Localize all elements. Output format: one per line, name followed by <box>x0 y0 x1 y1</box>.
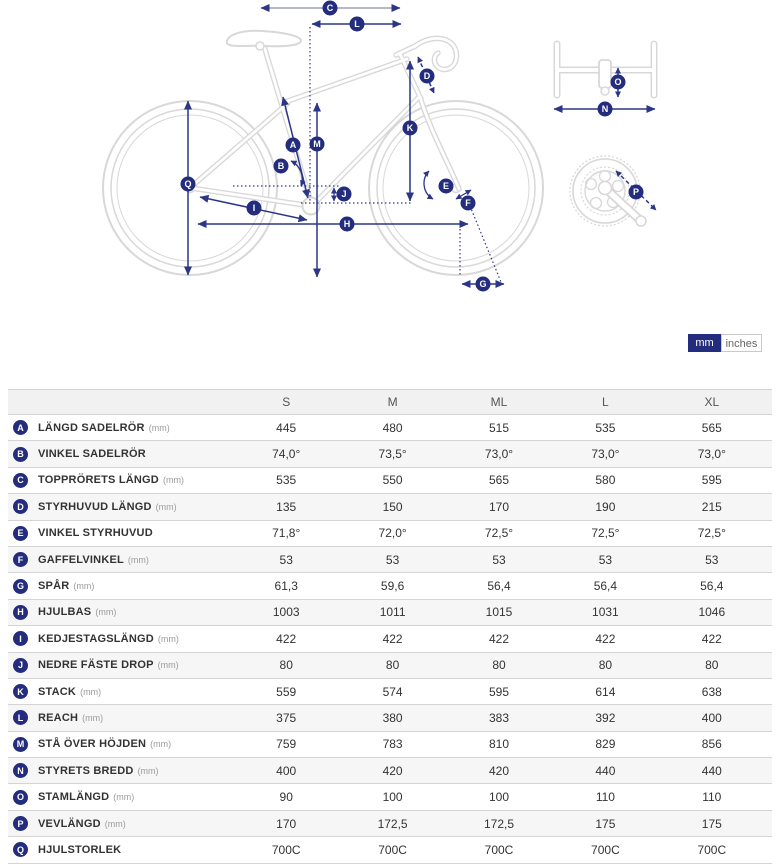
geometry-value: 72,5° <box>697 526 726 541</box>
row-label-cell <box>8 737 240 752</box>
diagram-badge-b <box>274 159 289 174</box>
row-label-cell <box>8 447 240 462</box>
diagram-badge-q <box>181 177 196 192</box>
row-badge: P <box>13 816 28 831</box>
row-label: REACH <box>38 711 79 724</box>
row-badge: G <box>13 579 28 594</box>
svg-text:N: N <box>601 104 609 115</box>
geometry-value: 110 <box>702 790 722 805</box>
geometry-value: 56,4 <box>700 579 724 594</box>
geometry-value: 61,3 <box>274 579 298 594</box>
geometry-value: 565 <box>488 473 509 488</box>
geometry-value: 700C <box>378 842 407 857</box>
geometry-value: 422 <box>276 631 297 646</box>
geometry-value: 71,8° <box>272 526 301 541</box>
geometry-value: 422 <box>488 631 509 646</box>
row-label-cell <box>8 710 240 725</box>
row-label: STYRETS BREDD <box>38 764 134 777</box>
mm-toggle-button[interactable]: mm <box>688 334 721 352</box>
geometry-value: 72,0° <box>378 526 407 541</box>
geometry-value: 422 <box>382 631 403 646</box>
row-label-cell <box>8 579 240 594</box>
geometry-value: 172,5 <box>377 816 408 831</box>
row-badge: E <box>13 526 28 541</box>
geometry-value: 80 <box>705 658 719 673</box>
row-label: STÅ ÖVER HÖJDEN <box>38 738 147 751</box>
diagram-badge-h <box>340 217 355 232</box>
saddle-clamp <box>256 42 264 50</box>
geometry-value: 110 <box>595 790 615 805</box>
row-label: SPÅR <box>38 580 70 593</box>
geometry-value: 59,6 <box>380 579 405 594</box>
geometry-value: 74,0° <box>272 447 301 462</box>
geometry-value: 73,0° <box>697 447 726 462</box>
geometry-value: 400 <box>276 763 297 778</box>
geometry-value: 72,5° <box>591 526 620 541</box>
svg-text:P: P <box>632 187 640 198</box>
svg-text:B: B <box>277 161 285 172</box>
row-badge: D <box>13 499 28 514</box>
row-unit: (mm) <box>137 765 159 776</box>
row-badge: N <box>13 763 28 778</box>
row-unit: (mm) <box>73 581 95 592</box>
diagram-badge-e <box>439 179 454 194</box>
row-unit: (mm) <box>127 554 149 565</box>
row-badge: I <box>13 631 28 646</box>
svg-text:H: H <box>343 219 351 230</box>
geometry-value: 580 <box>595 473 616 488</box>
column-header-m: M <box>387 395 398 409</box>
geometry-value: 783 <box>382 737 403 752</box>
table-row-i <box>8 625 772 651</box>
geometry-value: 515 <box>488 420 509 435</box>
svg-text:D: D <box>423 71 431 82</box>
diagram-badge-l <box>350 17 365 32</box>
row-badge: K <box>13 684 28 699</box>
row-label: HJULBAS <box>38 606 92 619</box>
geometry-value: 100 <box>488 790 509 805</box>
geometry-value: 1015 <box>485 605 513 620</box>
diagram-badge-j <box>337 187 352 202</box>
svg-text:L: L <box>354 19 360 30</box>
diagram-badge-c <box>323 1 338 16</box>
table-row-c <box>8 467 772 493</box>
geometry-value: 375 <box>276 710 297 725</box>
diagram-badge-n <box>598 102 613 117</box>
column-header-s: S <box>282 395 291 409</box>
row-unit: (mm) <box>148 422 170 433</box>
row-unit: (mm) <box>157 660 179 671</box>
handlebar-top-drawing <box>557 44 654 95</box>
table-row-a <box>8 414 772 440</box>
geometry-value: 700C <box>484 842 514 857</box>
geometry-value: 829 <box>595 737 616 752</box>
geometry-value: 574 <box>382 684 403 699</box>
row-label-cell <box>8 420 240 435</box>
row-label: KEDJESTAGSLÄNGD <box>38 632 154 645</box>
table-row-h <box>8 599 772 625</box>
geometry-value: 420 <box>382 763 403 778</box>
diagram-badge-o <box>611 75 626 90</box>
table-row-d <box>8 493 772 519</box>
row-label-cell <box>8 499 240 514</box>
row-label: NEDRE FÄSTE DROP <box>38 659 154 672</box>
svg-text:Q: Q <box>184 179 192 190</box>
unit-toggle <box>688 334 762 352</box>
row-label: STAMLÄNGD <box>38 791 110 804</box>
geometry-value: 480 <box>382 420 403 435</box>
diagram-badge-a <box>286 138 301 153</box>
geometry-value: 175 <box>595 816 616 831</box>
geometry-value: 550 <box>382 473 403 488</box>
geometry-value: 80 <box>492 658 506 673</box>
row-label: VEVLÄNGD <box>38 817 101 830</box>
geometry-value: 383 <box>488 710 509 725</box>
table-row-j <box>8 652 772 678</box>
row-badge: A <box>13 420 28 435</box>
diagram-badge-k <box>403 121 418 136</box>
svg-text:A: A <box>289 140 297 151</box>
column-header-l: L <box>602 395 609 409</box>
geometry-value: 595 <box>488 684 509 699</box>
geometry-value: 215 <box>701 499 722 514</box>
geometry-value: 172,5 <box>483 816 514 831</box>
geometry-value: 90 <box>279 790 293 805</box>
svg-text:O: O <box>614 77 622 88</box>
geometry-value: 1011 <box>379 605 406 620</box>
svg-text:J: J <box>341 189 347 200</box>
measure-e-arc <box>424 171 433 199</box>
geometry-value: 422 <box>701 631 722 646</box>
geometry-value: 190 <box>595 499 616 514</box>
geometry-value: 700C <box>271 842 301 857</box>
geometry-value: 1031 <box>592 605 619 620</box>
row-unit: (mm) <box>150 739 172 750</box>
geometry-value: 73,0° <box>591 447 620 462</box>
geometry-value: 170 <box>276 816 297 831</box>
svg-text:G: G <box>479 279 487 290</box>
geometry-value: 380 <box>382 710 403 725</box>
geometry-value: 1003 <box>272 605 300 620</box>
row-badge: M <box>13 737 28 752</box>
row-label: STACK <box>38 685 77 698</box>
row-label: VINKEL SADELRÖR <box>38 448 146 461</box>
geometry-value: 535 <box>276 473 297 488</box>
geometry-table <box>8 389 772 864</box>
geometry-value: 638 <box>701 684 722 699</box>
row-badge: L <box>13 710 28 725</box>
table-row-f <box>8 546 772 572</box>
geometry-value: 700C <box>591 842 620 857</box>
svg-text:F: F <box>465 198 471 209</box>
geometry-value: 440 <box>595 763 616 778</box>
row-label-cell <box>8 473 240 488</box>
table-row-l <box>8 704 772 730</box>
stem-clamp <box>599 60 611 88</box>
geometry-value: 1046 <box>698 605 726 620</box>
geometry-value: 100 <box>382 790 403 805</box>
row-label-cell <box>8 552 240 567</box>
geometry-value: 73,0° <box>484 447 514 462</box>
geometry-value: 700C <box>697 842 727 857</box>
svg-text:C: C <box>326 3 334 14</box>
geometry-value: 53 <box>279 552 293 567</box>
table-row-b <box>8 440 772 466</box>
row-label: TOPPRÖRETS LÄNGD <box>38 474 159 487</box>
geometry-value: 422 <box>595 631 616 646</box>
geometry-value: 80 <box>598 658 613 673</box>
bike-side-drawing <box>103 31 543 275</box>
svg-text:K: K <box>406 123 414 134</box>
table-row-g <box>8 572 772 598</box>
row-label: LÄNGD SADELRÖR <box>38 421 145 434</box>
row-badge: C <box>13 473 28 488</box>
geometry-value: 175 <box>701 816 722 831</box>
geometry-value: 614 <box>595 684 616 699</box>
geometry-value: 445 <box>276 420 297 435</box>
row-badge: O <box>13 790 28 805</box>
row-badge: B <box>13 447 28 462</box>
table-header-row <box>8 389 772 414</box>
geometry-value: 53 <box>492 552 506 567</box>
geometry-value: 53 <box>598 552 613 567</box>
row-label-cell <box>8 816 240 831</box>
inches-toggle-button[interactable]: inches <box>721 334 762 352</box>
table-row-e <box>8 520 772 546</box>
row-badge: Q <box>13 842 28 857</box>
geometry-value: 80 <box>279 658 293 673</box>
geometry-value: 810 <box>488 737 509 752</box>
geometry-value: 440 <box>701 763 722 778</box>
row-unit: (mm) <box>157 633 179 644</box>
svg-text:M: M <box>313 139 321 150</box>
table-row-q <box>8 836 772 862</box>
frame-outline <box>191 38 459 206</box>
geometry-value: 135 <box>276 499 297 514</box>
svg-text:I: I <box>252 203 256 214</box>
diagram-badge-f <box>461 196 476 211</box>
table-row-k <box>8 678 772 704</box>
diagram-badge-p <box>629 185 644 200</box>
geometry-value: 420 <box>488 763 509 778</box>
geometry-value: 856 <box>701 737 722 752</box>
row-label: VINKEL STYRHUVUD <box>38 527 153 540</box>
geometry-value: 73,5° <box>378 447 407 462</box>
row-unit: (mm) <box>95 607 117 618</box>
row-label-cell <box>8 631 240 646</box>
table-row-m <box>8 731 772 757</box>
diagram-badge-d <box>420 69 435 84</box>
geometry-value: 72,5° <box>484 526 514 541</box>
frame-inner <box>191 38 459 206</box>
row-badge: H <box>13 605 28 620</box>
geometry-value: 53 <box>385 552 400 567</box>
row-unit: (mm) <box>155 501 177 512</box>
geometry-value: 56,4 <box>487 579 511 594</box>
diagram-badge-m <box>310 137 325 152</box>
geometry-value: 80 <box>385 658 400 673</box>
geometry-value: 559 <box>276 684 297 699</box>
geometry-value: 759 <box>276 737 297 752</box>
svg-text:E: E <box>442 181 450 192</box>
row-label-cell <box>8 790 240 805</box>
row-label-cell <box>8 763 240 778</box>
reference-dotted-lines <box>233 27 501 282</box>
table-row-o <box>8 783 772 809</box>
geometry-value: 53 <box>705 552 719 567</box>
row-badge: F <box>13 552 28 567</box>
row-label: HJULSTORLEK <box>38 843 122 856</box>
diagram-badge-g <box>476 277 491 292</box>
row-label-cell <box>8 605 240 620</box>
row-unit: (mm) <box>104 818 126 829</box>
row-unit: (mm) <box>82 712 104 723</box>
row-label-cell <box>8 526 240 541</box>
bike-geometry-diagram <box>0 0 778 386</box>
geometry-value: 56,4 <box>593 579 618 594</box>
row-label-cell <box>8 684 240 699</box>
row-label-cell <box>8 842 240 857</box>
geometry-value: 170 <box>488 499 509 514</box>
row-unit: (mm) <box>113 792 135 803</box>
row-label-cell <box>8 658 240 673</box>
column-header-xl: XL <box>704 395 720 409</box>
geometry-value: 150 <box>382 499 403 514</box>
row-unit: (mm) <box>162 475 184 486</box>
table-row-p <box>8 810 772 836</box>
geometry-value: 535 <box>595 420 616 435</box>
row-label: STYRHUVUD LÄNGD <box>38 500 152 513</box>
diagram-badge-i <box>247 201 262 216</box>
row-label: GAFFELVINKEL <box>38 553 124 566</box>
geometry-value: 400 <box>701 710 722 725</box>
row-badge: J <box>13 658 28 673</box>
geometry-value: 392 <box>595 710 616 725</box>
table-row-n <box>8 757 772 783</box>
geometry-value: 595 <box>701 473 722 488</box>
row-unit: (mm) <box>80 686 102 697</box>
column-header-ml: ML <box>490 395 508 409</box>
geometry-value: 565 <box>701 420 722 435</box>
